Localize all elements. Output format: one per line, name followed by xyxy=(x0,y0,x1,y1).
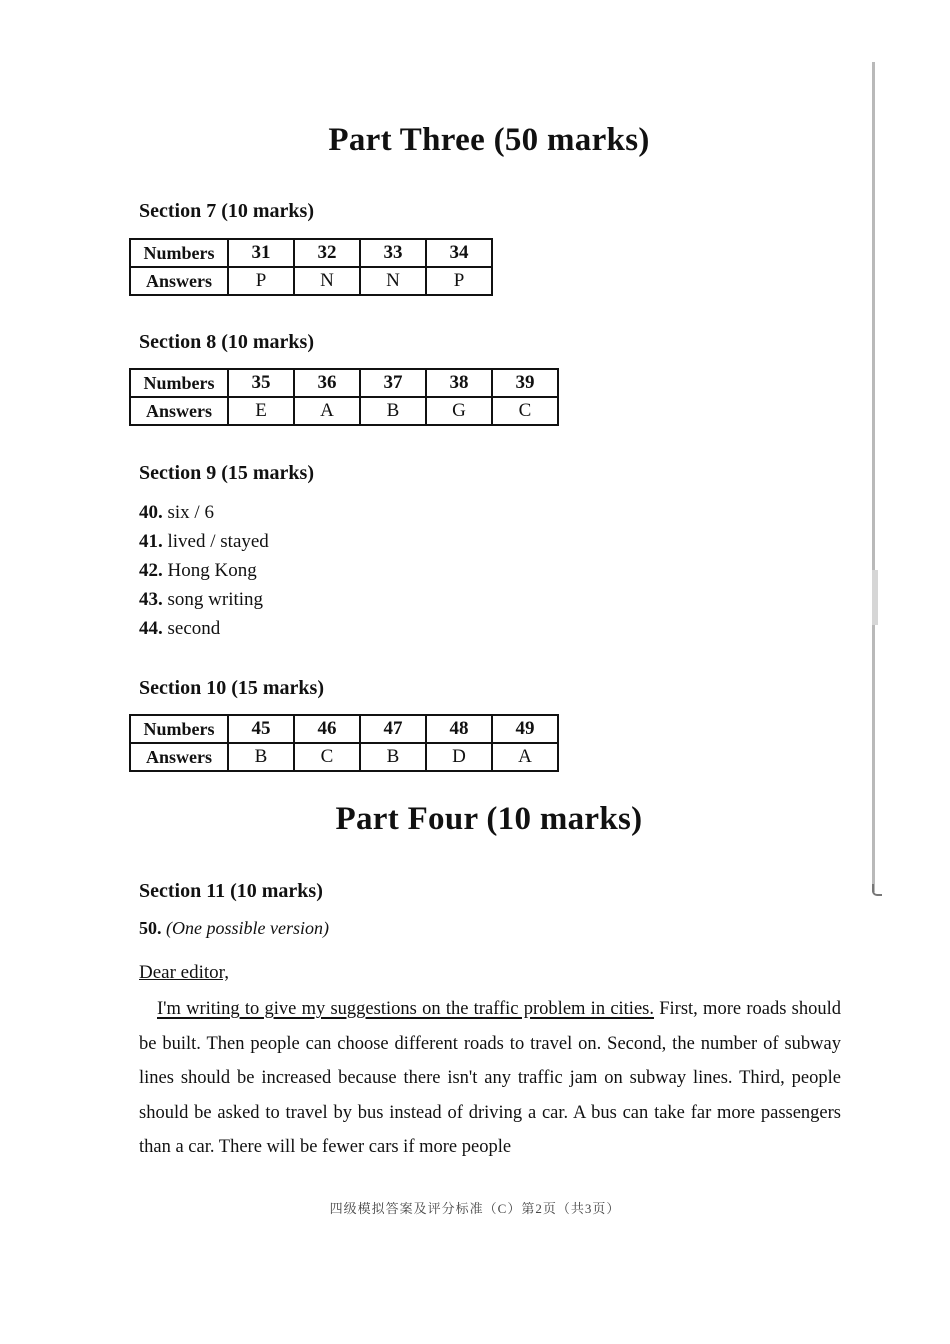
list-item xyxy=(139,527,269,556)
numbers-row xyxy=(130,715,558,743)
item-answer: second xyxy=(167,618,221,639)
answer-cell: A xyxy=(492,743,558,771)
answer-cell: B xyxy=(360,397,426,425)
section-7-title: Section 7 (10 marks) xyxy=(139,200,314,222)
item-number: 40. xyxy=(139,502,163,523)
number-cell: 45 xyxy=(228,715,294,743)
item-answer: song writing xyxy=(167,589,264,610)
item-number: 41. xyxy=(139,531,163,552)
letter-body xyxy=(139,992,841,1165)
number-cell: 35 xyxy=(228,369,294,397)
number-cell: 36 xyxy=(294,369,360,397)
answer-cell: D xyxy=(426,743,492,771)
answers-row xyxy=(130,267,492,295)
numbers-row xyxy=(130,369,558,397)
answers-header: Answers xyxy=(130,397,228,425)
answer-cell: B xyxy=(360,743,426,771)
answer-cell: C xyxy=(492,397,558,425)
section-8-title: Section 8 (10 marks) xyxy=(139,331,314,353)
number-cell: 38 xyxy=(426,369,492,397)
list-item xyxy=(139,498,269,527)
list-item xyxy=(139,614,269,643)
numbers-row xyxy=(130,239,492,267)
answer-cell: G xyxy=(426,397,492,425)
item-answer: six / 6 xyxy=(167,502,214,523)
answer-cell: P xyxy=(426,267,492,295)
item-answer: Hong Kong xyxy=(167,560,257,581)
item-answer: lived / stayed xyxy=(167,531,269,552)
letter-topic-sentence: I'm writing to give my suggestions on the traffic problem in cities. xyxy=(157,999,654,1019)
answers-row xyxy=(130,743,558,771)
number-cell: 31 xyxy=(228,239,294,267)
answer-cell: B xyxy=(228,743,294,771)
item-number: 42. xyxy=(139,560,163,581)
answer-cell: C xyxy=(294,743,360,771)
version-note: (One possible version) xyxy=(166,918,329,938)
answers-header: Answers xyxy=(130,743,228,771)
list-item xyxy=(139,556,269,585)
number-cell: 32 xyxy=(294,239,360,267)
answer-cell: N xyxy=(360,267,426,295)
numbers-header: Numbers xyxy=(130,715,228,743)
number-cell: 46 xyxy=(294,715,360,743)
answers-row xyxy=(130,397,558,425)
number-cell: 48 xyxy=(426,715,492,743)
page-edge-marker xyxy=(872,570,878,625)
answer-cell: E xyxy=(228,397,294,425)
section-7-table xyxy=(129,238,493,296)
item-number: 44. xyxy=(139,618,163,639)
section-9-answer-list xyxy=(139,498,269,643)
number-cell: 49 xyxy=(492,715,558,743)
section-11-title: Section 11 (10 marks) xyxy=(139,880,323,902)
part-four-title: Part Four (10 marks) xyxy=(335,801,643,837)
numbers-header: Numbers xyxy=(130,239,228,267)
section-9-title: Section 9 (15 marks) xyxy=(139,462,314,484)
letter-text: First, more roads should be built. Then people can choose different roads to travel on. Second, the number of subway lines should be increased because there isn't any traffic jam on subway lines. Third, people should be asked to travel by bus instead of driving a car. A bus can take far more passengers than a car. There will be fewer cars if more people xyxy=(139,999,841,1157)
number-cell: 39 xyxy=(492,369,558,397)
section-10-table xyxy=(129,714,559,772)
page-footer: 四级模拟答案及评分标准（C）第2页（共3页） xyxy=(329,1201,621,1216)
section-10-title: Section 10 (15 marks) xyxy=(139,677,324,699)
list-item xyxy=(139,585,269,614)
answer-cell: A xyxy=(294,397,360,425)
answer-cell: N xyxy=(294,267,360,295)
section-8-table xyxy=(129,368,559,426)
number-cell: 33 xyxy=(360,239,426,267)
item-number: 43. xyxy=(139,589,163,610)
numbers-header: Numbers xyxy=(130,369,228,397)
number-cell: 37 xyxy=(360,369,426,397)
number-cell: 47 xyxy=(360,715,426,743)
part-three-title: Part Three (50 marks) xyxy=(328,122,650,158)
number-cell: 34 xyxy=(426,239,492,267)
letter-greeting: Dear editor, xyxy=(139,962,229,983)
question-number: 50. xyxy=(139,918,162,938)
answers-header: Answers xyxy=(130,267,228,295)
page-edge-corner xyxy=(872,884,882,896)
question-50-heading xyxy=(139,918,329,939)
page-edge-line xyxy=(872,62,875,892)
answer-cell: P xyxy=(228,267,294,295)
